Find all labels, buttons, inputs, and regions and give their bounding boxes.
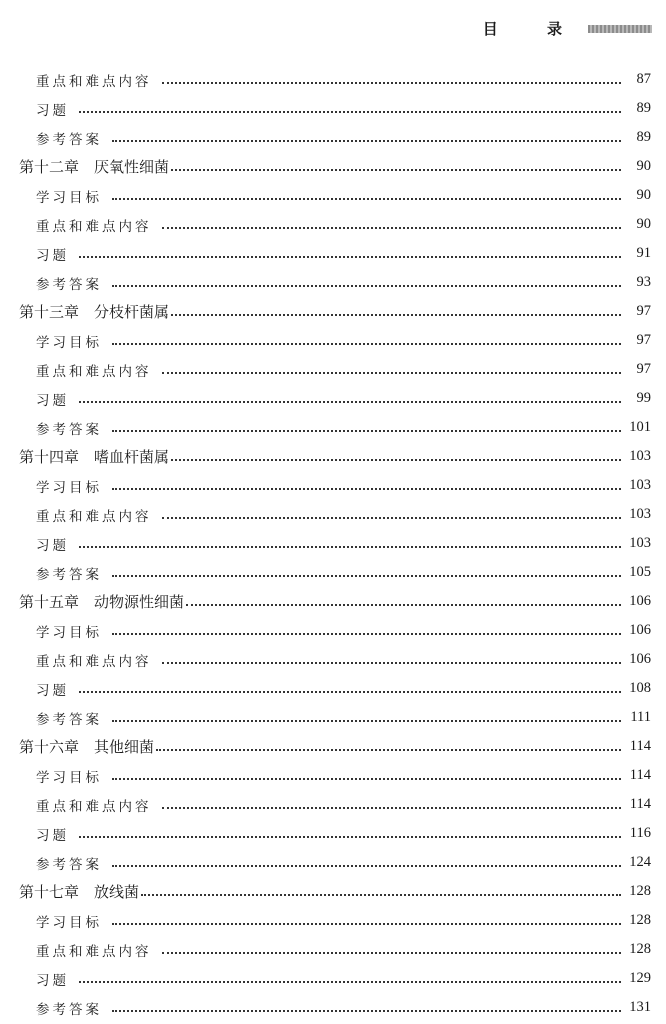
toc-entry-label: 参考答案 xyxy=(36,1001,102,1018)
toc-section-entry[interactable] xyxy=(0,181,666,210)
toc-page-number: 124 xyxy=(629,854,651,870)
toc-page-number: 103 xyxy=(629,477,651,493)
dot-leader xyxy=(162,213,622,229)
toc-page-number: 93 xyxy=(636,274,651,290)
toc-page-number: 106 xyxy=(629,651,651,667)
toc-entry-label: 学习目标 xyxy=(36,769,102,786)
dot-leader xyxy=(79,967,621,983)
toc-page-number: 90 xyxy=(636,216,651,232)
toc-page-number: 97 xyxy=(636,361,651,377)
toc-section-entry[interactable] xyxy=(0,355,666,384)
dot-leader xyxy=(112,329,621,345)
toc-chapter-entry[interactable] xyxy=(0,587,666,616)
toc-entry-label: 第十三章 分枝杆菌属 xyxy=(19,303,170,321)
toc-section-entry[interactable] xyxy=(0,413,666,442)
toc-entry-label: 第十二章 厌氧性细菌 xyxy=(19,158,170,176)
dot-leader xyxy=(162,793,622,809)
dot-leader xyxy=(112,474,621,490)
toc-entry-label: 习题 xyxy=(36,247,69,264)
toc-page-number: 97 xyxy=(636,303,651,319)
toc-section-entry[interactable] xyxy=(0,500,666,529)
header-decoration-bar xyxy=(588,25,652,33)
toc-entry-label: 学习目标 xyxy=(36,189,102,206)
toc-page-number: 97 xyxy=(636,332,651,348)
toc-section-entry[interactable] xyxy=(0,529,666,558)
toc-page-number: 129 xyxy=(629,970,651,986)
dot-leader xyxy=(79,532,621,548)
toc-entry-label: 重点和难点内容 xyxy=(36,218,152,235)
dot-leader xyxy=(112,764,621,780)
toc-chapter-entry[interactable] xyxy=(0,152,666,181)
toc-entry-label: 参考答案 xyxy=(36,421,102,438)
toc-entry-label: 学习目标 xyxy=(36,914,102,931)
toc-entry-label: 习题 xyxy=(36,682,69,699)
dot-leader xyxy=(162,503,622,519)
toc-entry-label: 习题 xyxy=(36,102,69,119)
toc-entry-label: 第十七章 放线菌 xyxy=(19,883,140,901)
toc-entry-label: 习题 xyxy=(36,972,69,989)
dot-leader xyxy=(79,242,621,258)
dot-leader xyxy=(112,996,621,1012)
toc-page-number: 108 xyxy=(629,680,651,696)
dot-leader xyxy=(162,68,622,84)
toc-section-entry[interactable] xyxy=(0,761,666,790)
dot-leader xyxy=(79,97,621,113)
toc-page-number: 114 xyxy=(629,796,651,812)
toc-section-entry[interactable] xyxy=(0,384,666,413)
toc-section-entry[interactable] xyxy=(0,703,666,732)
dot-leader xyxy=(171,300,621,316)
toc-section-entry[interactable] xyxy=(0,645,666,674)
toc-section-entry[interactable] xyxy=(0,326,666,355)
toc-page-number: 89 xyxy=(636,129,651,145)
toc-entry-label: 参考答案 xyxy=(36,856,102,873)
toc-entry-label: 学习目标 xyxy=(36,334,102,351)
toc-page-number: 87 xyxy=(636,71,651,87)
toc-page-number: 101 xyxy=(629,419,651,435)
toc-entry-label: 习题 xyxy=(36,392,69,409)
dot-leader xyxy=(171,155,621,171)
toc-page-number: 128 xyxy=(629,883,651,899)
toc-section-entry[interactable] xyxy=(0,616,666,645)
page-title: 目 录 xyxy=(482,20,584,38)
toc-section-entry[interactable] xyxy=(0,790,666,819)
toc-entry-label: 参考答案 xyxy=(36,711,102,728)
table-of-contents xyxy=(0,65,666,1022)
dot-leader xyxy=(112,706,621,722)
toc-entry-label: 参考答案 xyxy=(36,276,102,293)
toc-page-number: 89 xyxy=(636,100,651,116)
dot-leader xyxy=(112,416,621,432)
dot-leader xyxy=(112,126,621,142)
toc-page-number: 90 xyxy=(636,158,651,174)
toc-page-number: 103 xyxy=(629,535,651,551)
toc-page-number: 128 xyxy=(629,912,651,928)
dot-leader xyxy=(186,590,621,606)
toc-section-entry[interactable] xyxy=(0,268,666,297)
dot-leader xyxy=(112,561,621,577)
toc-page-number: 106 xyxy=(629,622,651,638)
toc-page-number: 111 xyxy=(630,709,651,725)
dot-leader xyxy=(79,822,621,838)
toc-section-entry[interactable] xyxy=(0,935,666,964)
dot-leader xyxy=(141,880,621,896)
dot-leader xyxy=(79,387,621,403)
dot-leader xyxy=(112,909,621,925)
toc-entry-label: 重点和难点内容 xyxy=(36,798,152,815)
dot-leader xyxy=(112,619,621,635)
toc-entry-label: 参考答案 xyxy=(36,566,102,583)
toc-entry-label: 习题 xyxy=(36,827,69,844)
dot-leader xyxy=(112,851,621,867)
dot-leader xyxy=(171,445,621,461)
toc-entry-label: 重点和难点内容 xyxy=(36,943,152,960)
dot-leader xyxy=(79,677,621,693)
toc-section-entry[interactable] xyxy=(0,906,666,935)
dot-leader xyxy=(112,271,621,287)
toc-page-number: 116 xyxy=(629,825,651,841)
dot-leader xyxy=(162,648,622,664)
toc-section-entry[interactable] xyxy=(0,819,666,848)
toc-chapter-entry[interactable] xyxy=(0,442,666,471)
toc-section-entry[interactable] xyxy=(0,239,666,268)
toc-section-entry[interactable] xyxy=(0,674,666,703)
page-header xyxy=(483,18,652,39)
toc-page-number: 105 xyxy=(629,564,651,580)
toc-section-entry[interactable] xyxy=(0,993,666,1022)
toc-entry-label: 第十四章 嗜血杆菌属 xyxy=(19,448,170,466)
toc-page-number: 114 xyxy=(629,767,651,783)
toc-page-number: 91 xyxy=(636,245,651,261)
dot-leader xyxy=(162,938,622,954)
toc-section-entry[interactable] xyxy=(0,471,666,500)
toc-entry-label: 参考答案 xyxy=(36,131,102,148)
dot-leader xyxy=(162,358,622,374)
toc-entry-label: 重点和难点内容 xyxy=(36,73,152,90)
toc-page-number: 114 xyxy=(629,738,651,754)
toc-entry-label: 学习目标 xyxy=(36,479,102,496)
toc-page-number: 131 xyxy=(629,999,651,1015)
toc-entry-label: 学习目标 xyxy=(36,624,102,641)
toc-section-entry[interactable] xyxy=(0,964,666,993)
toc-section-entry[interactable] xyxy=(0,210,666,239)
toc-entry-label: 重点和难点内容 xyxy=(36,653,152,670)
toc-section-entry[interactable] xyxy=(0,848,666,877)
toc-section-entry[interactable] xyxy=(0,123,666,152)
dot-leader xyxy=(112,184,621,200)
toc-page-number: 103 xyxy=(629,506,651,522)
toc-page-number: 106 xyxy=(629,593,651,609)
toc-section-entry[interactable] xyxy=(0,94,666,123)
toc-section-entry[interactable] xyxy=(0,65,666,94)
toc-entry-label: 重点和难点内容 xyxy=(36,363,152,380)
toc-entry-label: 第十六章 其他细菌 xyxy=(19,738,155,756)
toc-entry-label: 重点和难点内容 xyxy=(36,508,152,525)
toc-page-number: 103 xyxy=(629,448,651,464)
toc-chapter-entry[interactable] xyxy=(0,877,666,906)
toc-entry-label: 习题 xyxy=(36,537,69,554)
toc-page-number: 128 xyxy=(629,941,651,957)
toc-page-number: 90 xyxy=(636,187,651,203)
toc-chapter-entry[interactable] xyxy=(0,732,666,761)
toc-page-number: 99 xyxy=(636,390,651,406)
dot-leader xyxy=(156,735,621,751)
toc-chapter-entry[interactable] xyxy=(0,297,666,326)
toc-entry-label: 第十五章 动物源性细菌 xyxy=(19,593,185,611)
toc-section-entry[interactable] xyxy=(0,558,666,587)
